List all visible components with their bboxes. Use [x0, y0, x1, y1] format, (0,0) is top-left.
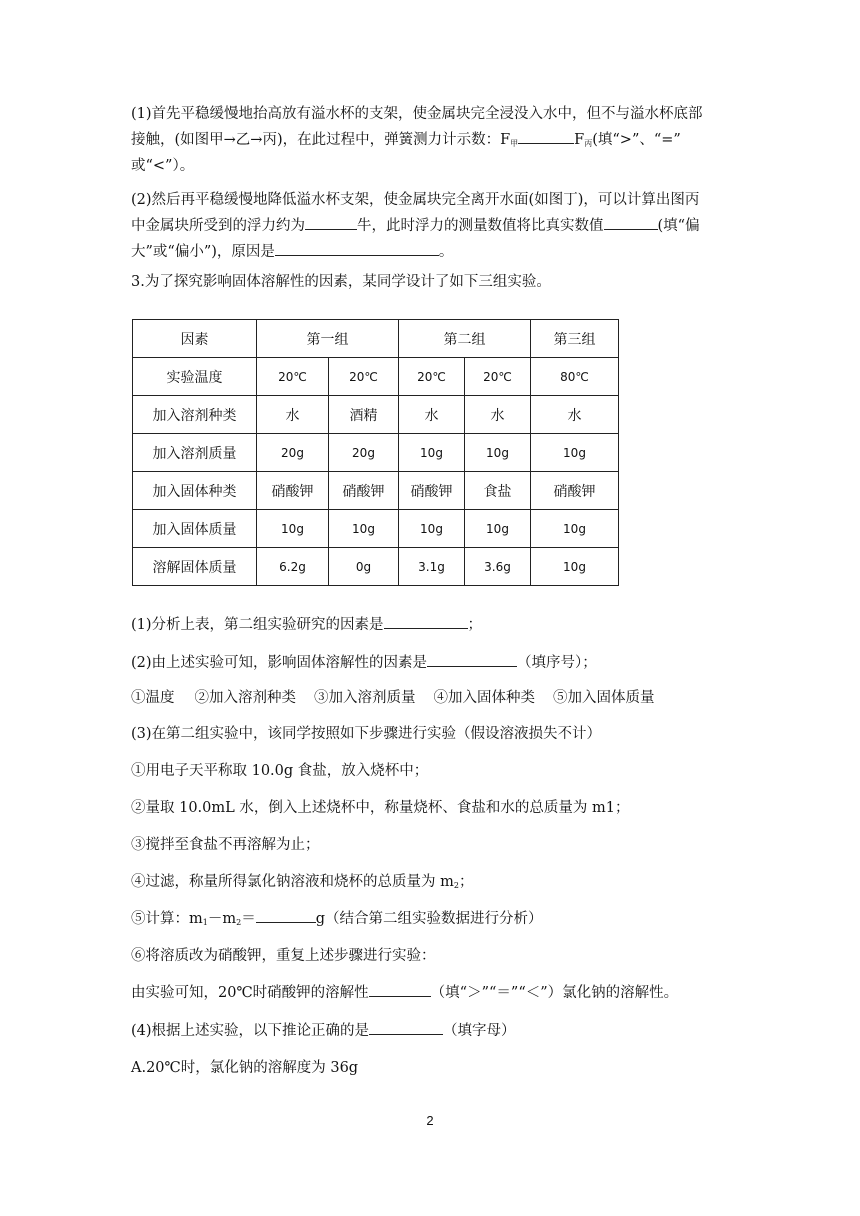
- table-cell: 10g: [329, 510, 399, 548]
- table-cell: 酒精: [329, 396, 399, 434]
- table-cell: 硝酸钾: [257, 472, 329, 510]
- table-cell: 硝酸钾: [329, 472, 399, 510]
- table-cell: 10g: [465, 434, 531, 472]
- answer-blank[interactable]: [256, 908, 316, 923]
- row-label: 加入固体种类: [133, 472, 257, 510]
- table-cell: 水: [257, 396, 329, 434]
- q2-part1-line1: (1)首先平稳缓慢地抬高放有溢水杯的支架，使金属块完全浸没入水中，但不与溢水杯底部: [131, 106, 703, 122]
- q3-sub3: (3)在第二组实验中，该同学按照如下步骤进行实验（假设溶液损失不计）: [131, 726, 602, 742]
- table-cell: 3.6g: [465, 548, 531, 586]
- q3-sub2: (2)由上述实验可知，影响固体溶解性的因素是 （填序号）；: [131, 650, 737, 676]
- table-cell: 10g: [531, 510, 619, 548]
- table-cell: 20℃: [329, 358, 399, 396]
- table-cell: 10g: [531, 434, 619, 472]
- table-header-cell: 第一组: [257, 320, 399, 358]
- q3-sub1: (1)分析上表，第二组实验研究的因素是 ；: [131, 612, 737, 638]
- q3-sub4: (4)根据上述实验，以下推论正确的是 （填字母）: [131, 1018, 737, 1044]
- table-cell: 20g: [329, 434, 399, 472]
- row-label: 加入溶剂质量: [133, 434, 257, 472]
- table-row: [133, 510, 619, 548]
- option-a: A.20℃时，氯化钠的溶解度为 36g: [131, 1060, 359, 1076]
- table-header-cell: 第二组: [399, 320, 531, 358]
- table-cell: 水: [465, 396, 531, 434]
- answer-blank[interactable]: [275, 241, 439, 256]
- table-cell: 0g: [329, 548, 399, 586]
- table-cell: 10g: [399, 510, 465, 548]
- table-header-cell: 因素: [133, 320, 257, 358]
- answer-blank[interactable]: [369, 1020, 443, 1035]
- option-item: ④加入固体种类: [433, 690, 535, 706]
- q2-part1-line3: 或“<”）。: [131, 158, 195, 174]
- step-5: ⑤计算：$m_1-m_2= g$（结合第二组实验数据进行分析）: [131, 906, 737, 936]
- table-cell: 20g: [257, 434, 329, 472]
- q2-part1-line2: 接触，(如图甲→乙→丙)，在此过程中，弹簧测力计示数：$F_甲$ $F_丙$(填“>”、“=”: [131, 127, 737, 157]
- step-3: ③搅拌至食盐不再溶解为止；: [131, 837, 320, 853]
- table-cell: 水: [531, 396, 619, 434]
- table-row: [133, 396, 619, 434]
- table-cell: 水: [399, 396, 465, 434]
- row-label: 加入溶剂种类: [133, 396, 257, 434]
- table-row: [133, 358, 619, 396]
- table-cell: 10g: [399, 434, 465, 472]
- table-cell: 3.1g: [399, 548, 465, 586]
- option-item: ③加入溶剂质量: [314, 690, 416, 706]
- table-cell: 食盐: [465, 472, 531, 510]
- option-item: ①温度: [131, 690, 175, 706]
- answer-blank[interactable]: [427, 652, 517, 667]
- table-row: [133, 472, 619, 510]
- row-label: 溶解固体质量: [133, 548, 257, 586]
- table-row: [133, 434, 619, 472]
- answer-blank[interactable]: [604, 215, 658, 230]
- page-number: 2: [426, 1113, 434, 1128]
- row-label: 实验温度: [133, 358, 257, 396]
- table-cell: 10g: [531, 548, 619, 586]
- conclusion: 由实验可知，20℃时硝酸钾的溶解性 （填“＞”“＝”“＜”）氯化钠的溶解性。: [131, 980, 737, 1006]
- step-1: ①用电子天平称取 10.0g 食盐，放入烧杯中；: [131, 763, 429, 779]
- step-4: ④过滤，称量所得氯化钠溶液和烧杯的总质量为 $m_2$；: [131, 874, 474, 890]
- step-2: ②量取 10.0mL 水，倒入上述烧杯中，称量烧杯、食盐和水的总质量为 m1；: [131, 800, 630, 816]
- q3-intro: 3.为了探究影响固体溶解性的因素，某同学设计了如下三组实验。: [131, 274, 551, 290]
- row-label: 加入固体质量: [133, 510, 257, 548]
- table-cell: 10g: [257, 510, 329, 548]
- table-header-row: [133, 320, 619, 358]
- table-cell: 20℃: [257, 358, 329, 396]
- table-header-cell: 第三组: [531, 320, 619, 358]
- table-cell: 20℃: [399, 358, 465, 396]
- experiment-table: [132, 319, 619, 586]
- q2-part2-line1: (2)然后再平稳缓慢地降低溢水杯支架，使金属块完全离开水面(如图丁)，可以计算出图丙: [131, 192, 700, 208]
- table-cell: 硝酸钾: [399, 472, 465, 510]
- step-6: ⑥将溶质改为硝酸钾，重复上述步骤进行实验：: [131, 948, 436, 964]
- table-cell: 6.2g: [257, 548, 329, 586]
- table-cell: 80℃: [531, 358, 619, 396]
- answer-blank[interactable]: [518, 129, 574, 144]
- table-cell: 硝酸钾: [531, 472, 619, 510]
- table-cell: 10g: [465, 510, 531, 548]
- q2-part2-line2: 中金属块所受到的浮力约为 牛，此时浮力的测量数值将比真实数值 (填“偏: [131, 213, 737, 239]
- table-row: [133, 548, 619, 586]
- answer-blank[interactable]: [305, 215, 357, 230]
- option-item: ⑤加入固体质量: [553, 690, 655, 706]
- q2-part2-line3: 大”或“偏小”)，原因是 。: [131, 239, 737, 265]
- answer-blank[interactable]: [384, 614, 468, 629]
- q3-options: [131, 685, 737, 711]
- table-cell: 20℃: [465, 358, 531, 396]
- answer-blank[interactable]: [369, 982, 431, 997]
- option-item: ②加入溶剂种类: [194, 690, 296, 706]
